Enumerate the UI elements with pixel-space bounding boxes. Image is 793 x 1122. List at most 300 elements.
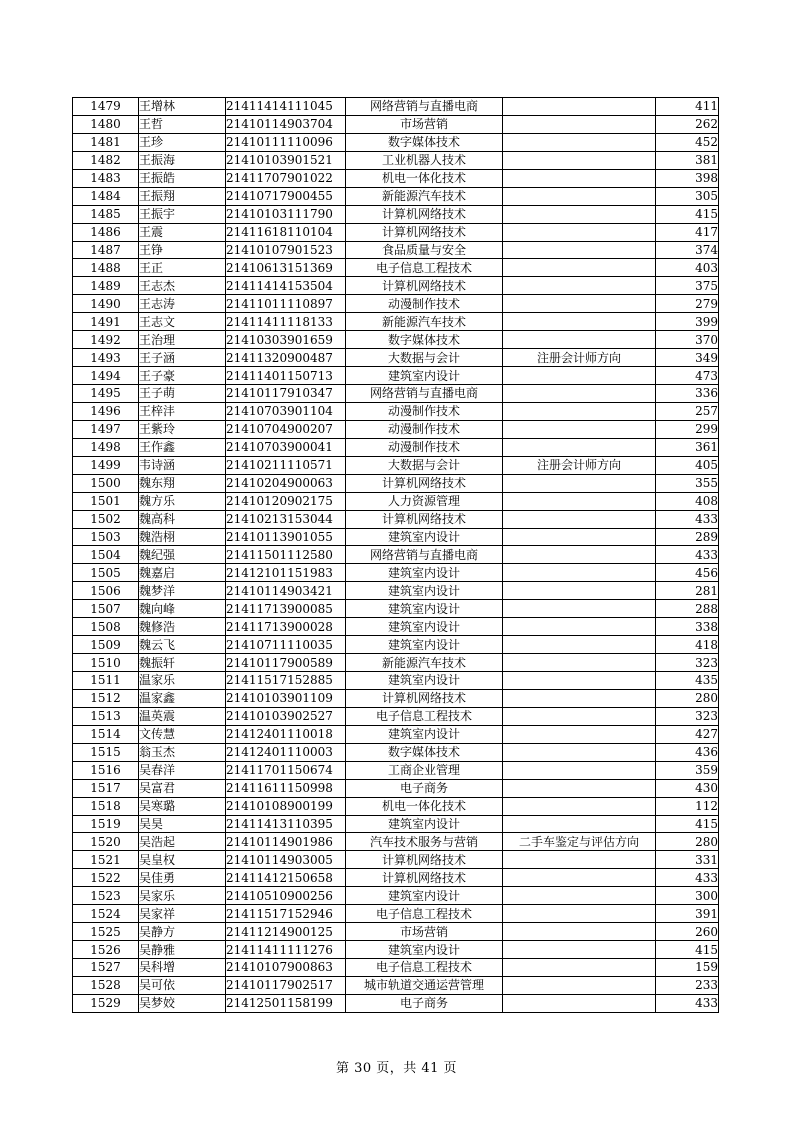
exam-id-cell: 21410114903421	[226, 582, 346, 600]
score-cell: 159	[656, 959, 719, 977]
serial-number-cell: 1528	[73, 976, 139, 994]
table-row	[73, 779, 719, 797]
score-cell: 280	[656, 689, 719, 707]
direction-cell	[503, 98, 656, 116]
score-cell: 361	[656, 438, 719, 456]
score-cell: 427	[656, 725, 719, 743]
table-row	[73, 133, 719, 151]
student-name-cell: 吴昊	[139, 815, 226, 833]
direction-cell	[503, 169, 656, 187]
student-name-cell: 吴家祥	[139, 905, 226, 923]
student-name-cell: 魏振轩	[139, 654, 226, 672]
serial-number-cell: 1492	[73, 331, 139, 349]
table-row	[73, 797, 719, 815]
exam-id-cell: 21411011110897	[226, 295, 346, 313]
serial-number-cell: 1501	[73, 492, 139, 510]
table-row	[73, 438, 719, 456]
exam-id-cell: 21411611150998	[226, 779, 346, 797]
major-cell: 网络营销与直播电商	[346, 385, 503, 403]
direction-cell	[503, 474, 656, 492]
exam-id-cell: 21411411111276	[226, 941, 346, 959]
direction-cell	[503, 564, 656, 582]
score-cell: 417	[656, 223, 719, 241]
exam-id-cell: 21410114901986	[226, 833, 346, 851]
student-name-cell: 魏高科	[139, 510, 226, 528]
direction-cell	[503, 779, 656, 797]
score-cell: 260	[656, 923, 719, 941]
exam-id-cell: 21410108900199	[226, 797, 346, 815]
direction-cell	[503, 546, 656, 564]
direction-cell	[503, 510, 656, 528]
student-score-table	[72, 97, 719, 1013]
exam-id-cell: 21411713900085	[226, 600, 346, 618]
direction-cell	[503, 672, 656, 690]
table-row	[73, 941, 719, 959]
table-row	[73, 223, 719, 241]
major-cell: 市场营销	[346, 115, 503, 133]
table-row	[73, 618, 719, 636]
serial-number-cell: 1504	[73, 546, 139, 564]
table-row	[73, 115, 719, 133]
student-name-cell: 王增林	[139, 98, 226, 116]
direction-cell	[503, 761, 656, 779]
table-row	[73, 707, 719, 725]
score-cell: 473	[656, 367, 719, 385]
table-row	[73, 582, 719, 600]
student-name-cell: 温英震	[139, 707, 226, 725]
major-cell: 网络营销与直播电商	[346, 546, 503, 564]
score-cell: 279	[656, 295, 719, 313]
score-cell: 331	[656, 851, 719, 869]
score-cell: 391	[656, 905, 719, 923]
serial-number-cell: 1511	[73, 672, 139, 690]
direction-cell	[503, 636, 656, 654]
major-cell: 电子信息工程技术	[346, 905, 503, 923]
major-cell: 新能源汽车技术	[346, 313, 503, 331]
direction-cell	[503, 869, 656, 887]
student-name-cell: 王治理	[139, 331, 226, 349]
exam-id-cell: 21412101151983	[226, 564, 346, 582]
student-name-cell: 王子豪	[139, 367, 226, 385]
serial-number-cell: 1523	[73, 887, 139, 905]
direction-cell	[503, 313, 656, 331]
major-cell: 计算机网络技术	[346, 277, 503, 295]
student-name-cell: 魏修浩	[139, 618, 226, 636]
table-body	[73, 98, 719, 1013]
table-row	[73, 313, 719, 331]
exam-id-cell: 21411411118133	[226, 313, 346, 331]
major-cell: 新能源汽车技术	[346, 187, 503, 205]
student-name-cell: 魏东翔	[139, 474, 226, 492]
serial-number-cell: 1517	[73, 779, 139, 797]
serial-number-cell: 1482	[73, 151, 139, 169]
major-cell: 新能源汽车技术	[346, 654, 503, 672]
student-name-cell: 王志文	[139, 313, 226, 331]
exam-id-cell: 21411701150674	[226, 761, 346, 779]
student-name-cell: 文传慧	[139, 725, 226, 743]
serial-number-cell: 1512	[73, 689, 139, 707]
major-cell: 计算机网络技术	[346, 851, 503, 869]
major-cell: 计算机网络技术	[346, 689, 503, 707]
student-name-cell: 魏方乐	[139, 492, 226, 510]
exam-id-cell: 21411707901022	[226, 169, 346, 187]
score-cell: 415	[656, 941, 719, 959]
exam-id-cell: 21410703900041	[226, 438, 346, 456]
serial-number-cell: 1526	[73, 941, 139, 959]
major-cell: 动漫制作技术	[346, 402, 503, 420]
table-row	[73, 295, 719, 313]
score-cell: 436	[656, 743, 719, 761]
table-row	[73, 564, 719, 582]
table-row	[73, 259, 719, 277]
serial-number-cell: 1519	[73, 815, 139, 833]
table-row	[73, 528, 719, 546]
student-name-cell: 韦诗涵	[139, 456, 226, 474]
direction-cell	[503, 743, 656, 761]
table-row	[73, 833, 719, 851]
score-cell: 375	[656, 277, 719, 295]
serial-number-cell: 1490	[73, 295, 139, 313]
table-row	[73, 277, 719, 295]
direction-cell	[503, 331, 656, 349]
student-name-cell: 王哲	[139, 115, 226, 133]
student-name-cell: 王志涛	[139, 295, 226, 313]
student-name-cell: 吴皇权	[139, 851, 226, 869]
student-name-cell: 王珍	[139, 133, 226, 151]
direction-cell	[503, 887, 656, 905]
direction-cell: 注册会计师方向	[503, 349, 656, 367]
student-name-cell: 吴科增	[139, 959, 226, 977]
table-row	[73, 510, 719, 528]
student-name-cell: 魏云飞	[139, 636, 226, 654]
score-cell: 323	[656, 707, 719, 725]
serial-number-cell: 1502	[73, 510, 139, 528]
table-row	[73, 187, 719, 205]
score-cell: 281	[656, 582, 719, 600]
serial-number-cell: 1495	[73, 385, 139, 403]
exam-id-cell: 21411214900125	[226, 923, 346, 941]
direction-cell	[503, 223, 656, 241]
score-cell: 415	[656, 815, 719, 833]
major-cell: 建筑室内设计	[346, 815, 503, 833]
score-cell: 411	[656, 98, 719, 116]
exam-id-cell: 21411618110104	[226, 223, 346, 241]
direction-cell	[503, 420, 656, 438]
table-row	[73, 420, 719, 438]
major-cell: 数字媒体技术	[346, 331, 503, 349]
exam-id-cell: 21410204900063	[226, 474, 346, 492]
serial-number-cell: 1505	[73, 564, 139, 582]
direction-cell	[503, 402, 656, 420]
serial-number-cell: 1515	[73, 743, 139, 761]
table-row	[73, 851, 719, 869]
direction-cell	[503, 528, 656, 546]
student-name-cell: 吴家乐	[139, 887, 226, 905]
exam-id-cell: 21410103901109	[226, 689, 346, 707]
serial-number-cell: 1521	[73, 851, 139, 869]
table-row	[73, 98, 719, 116]
student-name-cell: 吴梦姣	[139, 994, 226, 1012]
student-name-cell: 温家乐	[139, 672, 226, 690]
score-cell: 374	[656, 241, 719, 259]
exam-id-cell: 21410704900207	[226, 420, 346, 438]
serial-number-cell: 1527	[73, 959, 139, 977]
table-row	[73, 402, 719, 420]
serial-number-cell: 1493	[73, 349, 139, 367]
score-cell: 349	[656, 349, 719, 367]
student-name-cell: 王振宇	[139, 205, 226, 223]
serial-number-cell: 1485	[73, 205, 139, 223]
serial-number-cell: 1500	[73, 474, 139, 492]
major-cell: 动漫制作技术	[346, 420, 503, 438]
exam-id-cell: 21410107901523	[226, 241, 346, 259]
score-cell: 381	[656, 151, 719, 169]
serial-number-cell: 1510	[73, 654, 139, 672]
student-name-cell: 王紫玲	[139, 420, 226, 438]
table-row	[73, 241, 719, 259]
exam-id-cell: 21410117910347	[226, 385, 346, 403]
exam-id-cell: 21411414153504	[226, 277, 346, 295]
table-row	[73, 151, 719, 169]
score-cell: 289	[656, 528, 719, 546]
score-cell: 430	[656, 779, 719, 797]
student-name-cell: 王振海	[139, 151, 226, 169]
student-name-cell: 吴静方	[139, 923, 226, 941]
direction-cell: 注册会计师方向	[503, 456, 656, 474]
major-cell: 工商企业管理	[346, 761, 503, 779]
score-cell: 299	[656, 420, 719, 438]
score-cell: 112	[656, 797, 719, 815]
score-cell: 456	[656, 564, 719, 582]
score-cell: 338	[656, 618, 719, 636]
student-name-cell: 魏梦洋	[139, 582, 226, 600]
student-name-cell: 王正	[139, 259, 226, 277]
serial-number-cell: 1488	[73, 259, 139, 277]
major-cell: 电子商务	[346, 994, 503, 1012]
exam-id-cell: 21411320900487	[226, 349, 346, 367]
table-row	[73, 923, 719, 941]
student-name-cell: 魏浩栩	[139, 528, 226, 546]
serial-number-cell: 1520	[73, 833, 139, 851]
exam-id-cell: 21410703901104	[226, 402, 346, 420]
table-row	[73, 654, 719, 672]
major-cell: 数字媒体技术	[346, 133, 503, 151]
major-cell: 建筑室内设计	[346, 600, 503, 618]
direction-cell	[503, 187, 656, 205]
student-name-cell: 魏纪强	[139, 546, 226, 564]
serial-number-cell: 1499	[73, 456, 139, 474]
serial-number-cell: 1498	[73, 438, 139, 456]
direction-cell	[503, 133, 656, 151]
direction-cell	[503, 259, 656, 277]
table-row	[73, 905, 719, 923]
score-cell: 435	[656, 672, 719, 690]
exam-id-cell: 21410113901055	[226, 528, 346, 546]
major-cell: 电子商务	[346, 779, 503, 797]
major-cell: 建筑室内设计	[346, 725, 503, 743]
student-name-cell: 王志杰	[139, 277, 226, 295]
score-cell: 433	[656, 869, 719, 887]
score-cell: 336	[656, 385, 719, 403]
major-cell: 人力资源管理	[346, 492, 503, 510]
table-row	[73, 546, 719, 564]
exam-id-cell: 21410213153044	[226, 510, 346, 528]
table-row	[73, 869, 719, 887]
serial-number-cell: 1481	[73, 133, 139, 151]
direction-cell: 二手车鉴定与评估方向	[503, 833, 656, 851]
direction-cell	[503, 815, 656, 833]
score-cell: 408	[656, 492, 719, 510]
table-row	[73, 367, 719, 385]
exam-id-cell: 21411413110395	[226, 815, 346, 833]
student-name-cell: 王振翔	[139, 187, 226, 205]
serial-number-cell: 1503	[73, 528, 139, 546]
table-row	[73, 456, 719, 474]
major-cell: 市场营销	[346, 923, 503, 941]
table-row	[73, 385, 719, 403]
major-cell: 建筑室内设计	[346, 564, 503, 582]
student-name-cell: 吴寒璐	[139, 797, 226, 815]
major-cell: 动漫制作技术	[346, 295, 503, 313]
direction-cell	[503, 994, 656, 1012]
serial-number-cell: 1497	[73, 420, 139, 438]
student-name-cell: 吴静雅	[139, 941, 226, 959]
page-number-footer: 第 30 页，共 41 页	[335, 1061, 458, 1076]
major-cell: 电子信息工程技术	[346, 959, 503, 977]
student-name-cell: 吴可依	[139, 976, 226, 994]
direction-cell	[503, 941, 656, 959]
serial-number-cell: 1491	[73, 313, 139, 331]
serial-number-cell: 1496	[73, 402, 139, 420]
exam-id-cell: 21410613151369	[226, 259, 346, 277]
direction-cell	[503, 582, 656, 600]
exam-id-cell: 21411501112580	[226, 546, 346, 564]
student-name-cell: 吴浩起	[139, 833, 226, 851]
exam-id-cell: 21410114903704	[226, 115, 346, 133]
major-cell: 建筑室内设计	[346, 582, 503, 600]
direction-cell	[503, 851, 656, 869]
score-cell: 262	[656, 115, 719, 133]
score-cell: 370	[656, 331, 719, 349]
major-cell: 建筑室内设计	[346, 636, 503, 654]
student-name-cell: 温家鑫	[139, 689, 226, 707]
direction-cell	[503, 438, 656, 456]
score-cell: 405	[656, 456, 719, 474]
table-row	[73, 725, 719, 743]
major-cell: 数字媒体技术	[346, 743, 503, 761]
exam-id-cell: 21410111110096	[226, 133, 346, 151]
serial-number-cell: 1486	[73, 223, 139, 241]
score-cell: 418	[656, 636, 719, 654]
table-row	[73, 994, 719, 1012]
exam-id-cell: 21411414111045	[226, 98, 346, 116]
major-cell: 工业机器人技术	[346, 151, 503, 169]
direction-cell	[503, 923, 656, 941]
direction-cell	[503, 618, 656, 636]
serial-number-cell: 1525	[73, 923, 139, 941]
table-row	[73, 976, 719, 994]
direction-cell	[503, 492, 656, 510]
direction-cell	[503, 385, 656, 403]
direction-cell	[503, 115, 656, 133]
serial-number-cell: 1514	[73, 725, 139, 743]
major-cell: 计算机网络技术	[346, 223, 503, 241]
student-name-cell: 王震	[139, 223, 226, 241]
score-cell: 452	[656, 133, 719, 151]
direction-cell	[503, 707, 656, 725]
table-row	[73, 169, 719, 187]
direction-cell	[503, 600, 656, 618]
major-cell: 大数据与会计	[346, 349, 503, 367]
score-cell: 280	[656, 833, 719, 851]
score-cell: 305	[656, 187, 719, 205]
score-cell: 323	[656, 654, 719, 672]
exam-id-cell: 21410117902517	[226, 976, 346, 994]
exam-id-cell: 21410120902175	[226, 492, 346, 510]
score-cell: 257	[656, 402, 719, 420]
student-name-cell: 魏嘉启	[139, 564, 226, 582]
student-name-cell: 王子涵	[139, 349, 226, 367]
major-cell: 计算机网络技术	[346, 510, 503, 528]
table-row	[73, 761, 719, 779]
table-row	[73, 349, 719, 367]
exam-id-cell: 21410107900863	[226, 959, 346, 977]
major-cell: 建筑室内设计	[346, 528, 503, 546]
serial-number-cell: 1484	[73, 187, 139, 205]
exam-id-cell: 21410114903005	[226, 851, 346, 869]
major-cell: 电子信息工程技术	[346, 707, 503, 725]
direction-cell	[503, 205, 656, 223]
exam-id-cell: 21410117900589	[226, 654, 346, 672]
student-name-cell: 王铮	[139, 241, 226, 259]
major-cell: 城市轨道交通运营管理	[346, 976, 503, 994]
major-cell: 建筑室内设计	[346, 887, 503, 905]
score-cell: 355	[656, 474, 719, 492]
exam-id-cell: 21412501158199	[226, 994, 346, 1012]
direction-cell	[503, 151, 656, 169]
table-row	[73, 492, 719, 510]
major-cell: 建筑室内设计	[346, 672, 503, 690]
major-cell: 计算机网络技术	[346, 474, 503, 492]
score-cell: 233	[656, 976, 719, 994]
table-row	[73, 815, 719, 833]
serial-number-cell: 1480	[73, 115, 139, 133]
table-row	[73, 743, 719, 761]
serial-number-cell: 1524	[73, 905, 139, 923]
table-row	[73, 887, 719, 905]
serial-number-cell: 1508	[73, 618, 139, 636]
direction-cell	[503, 725, 656, 743]
exam-id-cell: 21410510900256	[226, 887, 346, 905]
table-row	[73, 205, 719, 223]
score-cell: 359	[656, 761, 719, 779]
major-cell: 食品质量与安全	[346, 241, 503, 259]
serial-number-cell: 1509	[73, 636, 139, 654]
serial-number-cell: 1489	[73, 277, 139, 295]
direction-cell	[503, 959, 656, 977]
major-cell: 建筑室内设计	[346, 618, 503, 636]
exam-id-cell: 21410103901521	[226, 151, 346, 169]
major-cell: 动漫制作技术	[346, 438, 503, 456]
student-name-cell: 吴富君	[139, 779, 226, 797]
score-cell: 403	[656, 259, 719, 277]
major-cell: 计算机网络技术	[346, 869, 503, 887]
direction-cell	[503, 654, 656, 672]
major-cell: 建筑室内设计	[346, 367, 503, 385]
table-row	[73, 474, 719, 492]
serial-number-cell: 1522	[73, 869, 139, 887]
exam-id-cell: 21410303901659	[226, 331, 346, 349]
